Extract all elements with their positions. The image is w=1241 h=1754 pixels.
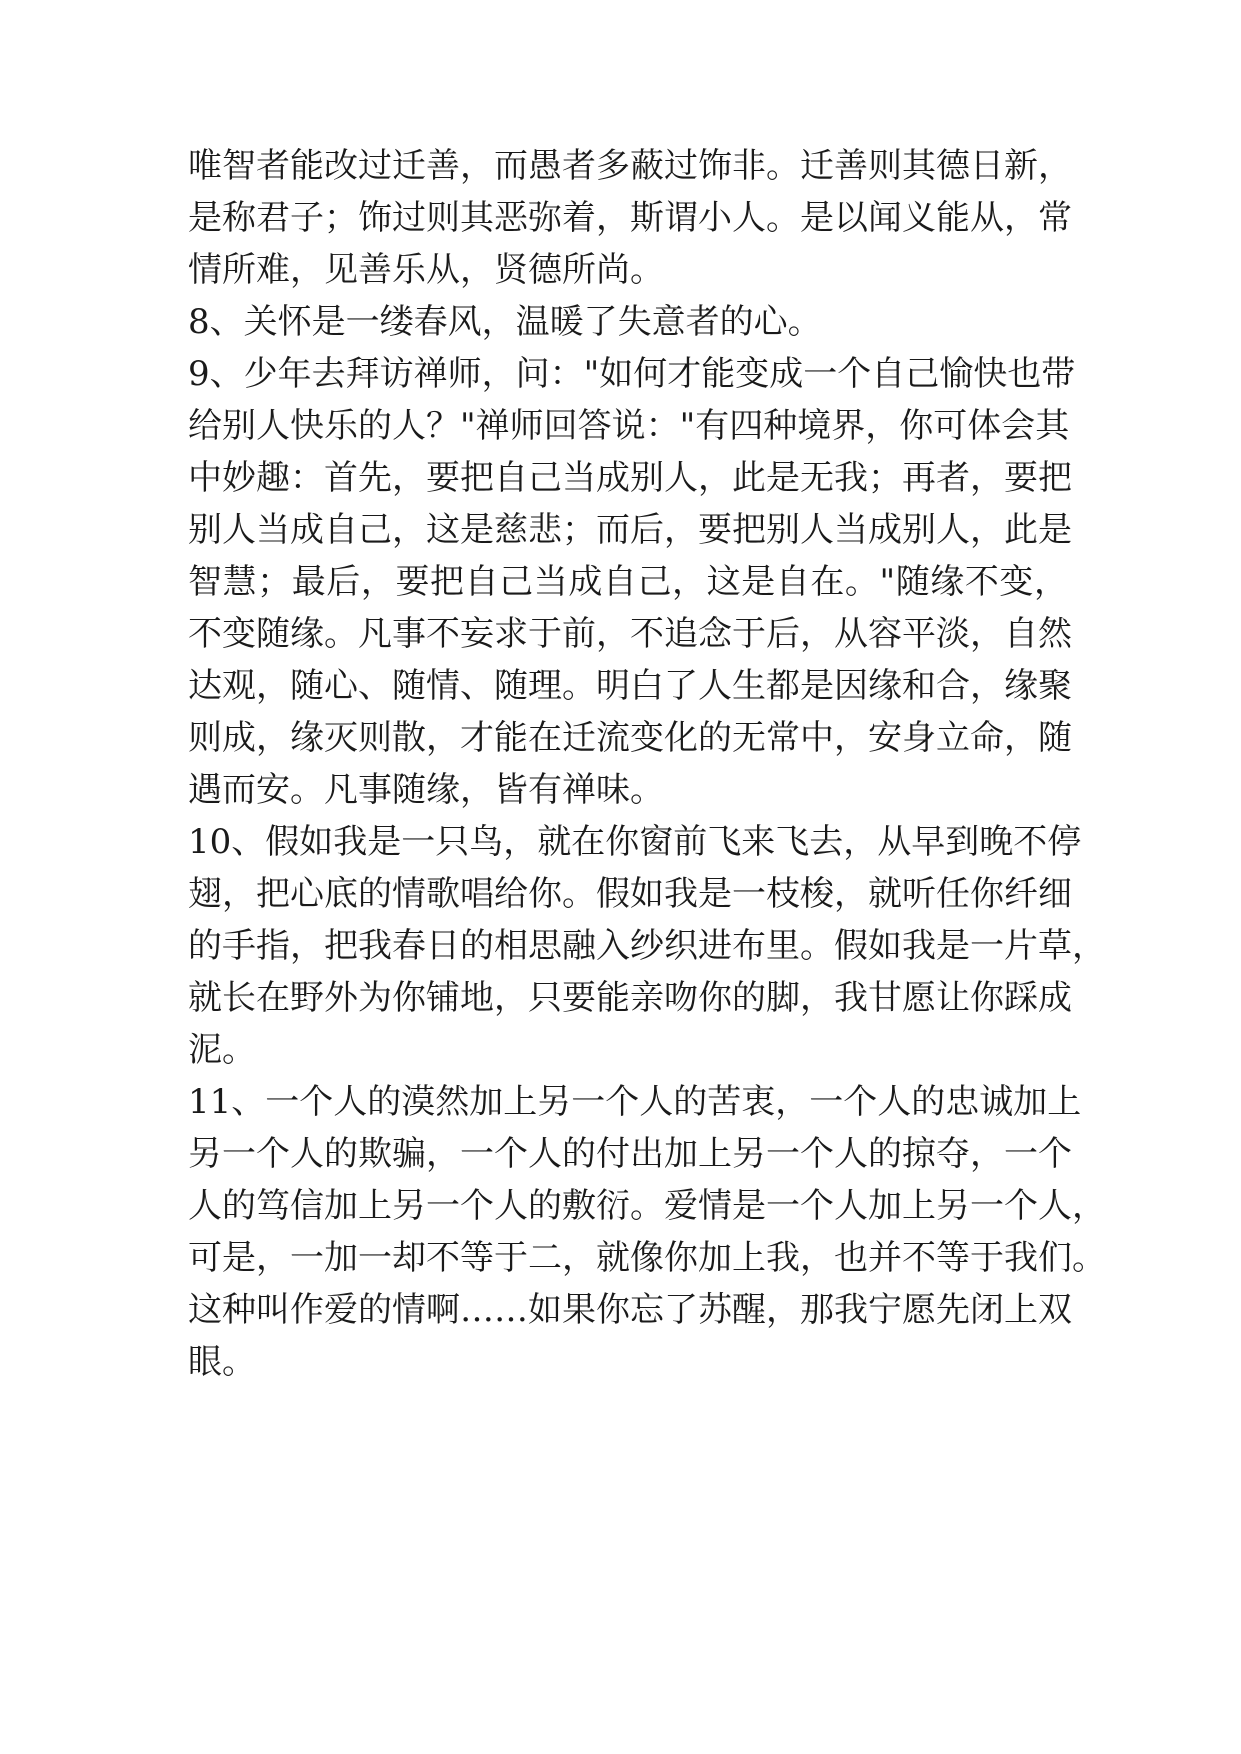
text-line: 则成，缘灭则散，才能在迁流变化的无常中，安身立命，随 [188, 718, 1072, 758]
text-line: 智慧；最后，要把自己当成自己，这是自在。"随缘不变， [188, 562, 1068, 602]
text-line: 唯智者能改过迁善，而愚者多蔽过饰非。迁善则其德日新， [188, 146, 1072, 186]
text-line: 遇而安。凡事随缘，皆有禅味。 [188, 770, 664, 810]
text-line: 另一个人的欺骗，一个人的付出加上另一个人的掠夺，一个 [188, 1134, 1072, 1174]
text-line: 情所难，见善乐从，贤德所尚。 [188, 250, 664, 290]
text-line: 眼。 [188, 1342, 256, 1382]
text-line: 这种叫作爱的情啊……如果你忘了苏醒，那我宁愿先闭上双 [188, 1290, 1072, 1330]
text-line: 给别人快乐的人？"禅师回答说："有四种境界，你可体会其 [188, 406, 1070, 446]
text-line: 8、关怀是一缕春风，温暖了失意者的心。 [188, 302, 822, 342]
text-line: 可是，一加一却不等于二，就像你加上我，也并不等于我们。 [188, 1238, 1106, 1278]
text-line: 的手指，把我春日的相思融入纱织进布里。假如我是一片草， [188, 926, 1106, 966]
text-line: 是称君子；饰过则其恶弥着，斯谓小人。是以闻义能从，常 [188, 198, 1072, 238]
text-line: 就长在野外为你铺地，只要能亲吻你的脚，我甘愿让你踩成 [188, 978, 1072, 1018]
text-line: 别人当成自己，这是慈悲；而后，要把别人当成别人，此是 [188, 510, 1072, 550]
text-line: 人的笃信加上另一个人的敷衍。爱情是一个人加上另一个人， [188, 1186, 1106, 1226]
text-line: 翅，把心底的情歌唱给你。假如我是一枝梭，就听任你纤细 [188, 874, 1072, 914]
text-line: 达观，随心、随情、随理。明白了人生都是因缘和合，缘聚 [188, 666, 1072, 706]
text-line: 9、少年去拜访禅师，问："如何才能变成一个自己愉快也带 [188, 354, 1076, 394]
text-line: 不变随缘。凡事不妄求于前，不追念于后，从容平淡，自然 [188, 614, 1072, 654]
text-line: 泥。 [188, 1030, 256, 1070]
text-line: 10、假如我是一只鸟，就在你窗前飞来飞去，从早到晚不停 [188, 822, 1082, 862]
text-line: 中妙趣：首先，要把自己当成别人，此是无我；再者，要把 [188, 458, 1072, 498]
text-line: 11、一个人的漠然加上另一个人的苦衷，一个人的忠诚加上 [188, 1082, 1082, 1122]
